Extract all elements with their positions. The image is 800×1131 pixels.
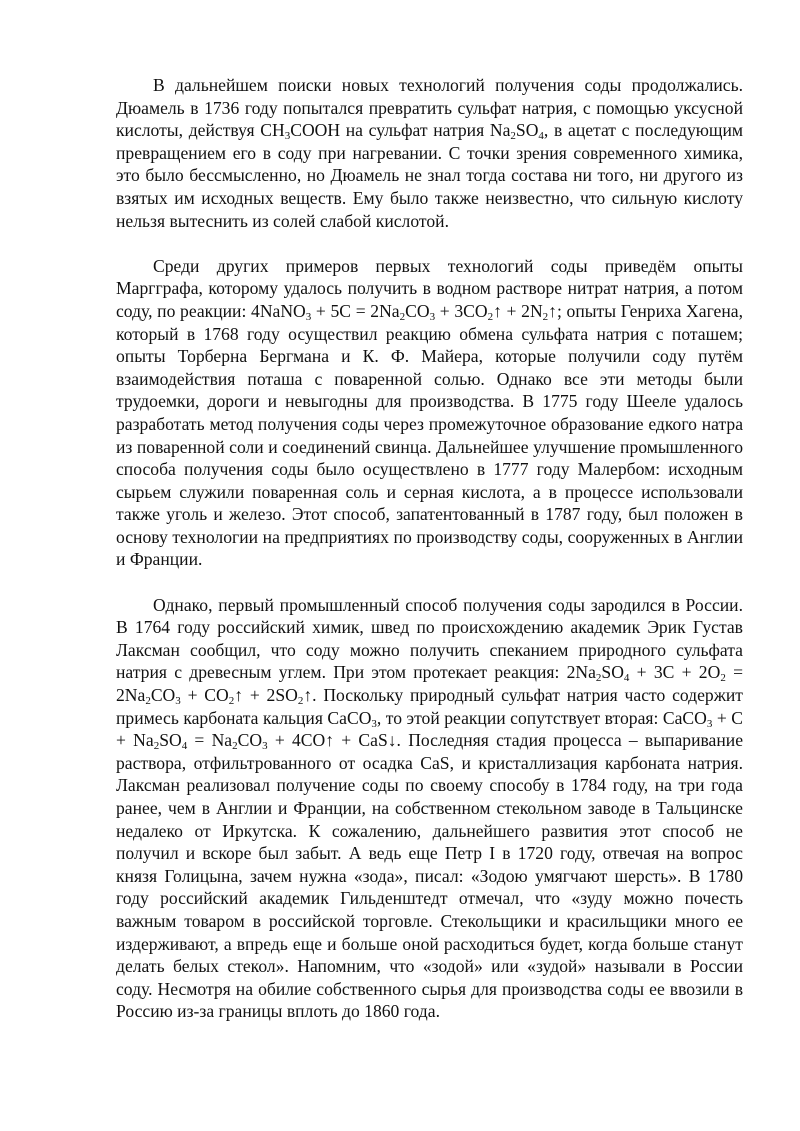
text-run: + 3CO <box>435 300 488 321</box>
subscript-index: 3 <box>262 740 268 753</box>
paragraph-laxmann-russia <box>116 594 743 1023</box>
subscript-index: 4 <box>623 672 630 685</box>
subscript-index: 3 <box>371 717 377 730</box>
paragraph-early-technologies <box>116 255 743 571</box>
text-run: SO <box>601 662 624 683</box>
text-run: CO <box>237 730 263 751</box>
text-run: ↑ + 2SO <box>234 685 298 706</box>
subscript-index: 2 <box>720 672 726 685</box>
text-run: + C + Na <box>116 707 744 751</box>
text-run: , в ацетат с последующим превращением его в соду при нагревании. С точки зрения современного химика, это было бессмысленно, но Дюамель не знал тогда состава ни того, ни другого из взятых им исходных веществ. Ему было также неизвестно, что сильную кислоту нельзя вытеснить из солей слабой кислотой. <box>116 120 743 231</box>
text-run: + 3C + 2O <box>629 662 721 683</box>
text-run: CO <box>150 685 176 706</box>
document-page <box>116 74 743 1046</box>
text-run: В дальнейшем поиски новых технологий получения соды продолжались. Дюамель в 1736 году попытался превратить сульфат натрия, с помощью уксусной кислоты, действуя CH <box>116 75 743 141</box>
text-run: SO <box>159 730 182 751</box>
text-run: Среди других примеров первых технологий соды приведём опыты Маргграфа, которому удалось получить в водном растворе нитрат натрия, а потом соду, по реакции: 4NaNO <box>116 255 743 321</box>
text-run: + 5C = 2Na <box>311 300 400 321</box>
subscript-index: 2 <box>595 672 602 685</box>
text-run: CO <box>405 300 430 321</box>
text-run: + 4CO↑ + CaS↓. Последняя стадия процесса – выпаривание раствора, отфильтрованного от осадка CaS, и кристаллизация карбоната натрия. Лаксман реализовал получение соды по своему способу в 1784 году, на три года ранее, чем в Англии и Франции, на собственном стекольном заводе в Тальцинске недалеко от Иркутска. К сожалению, дальнейшего развития этот способ не получил и вскоре был забыт. А ведь еще Петр I в 1720 году, отвечая на вопрос князя Голицына, зачем нужна «зода», писал: «Зодою умягчают шерсть». В 1780 году российский академик Гильденштедт отмечал, что «зуду можно почесть важным товаром в российской торговле. Стекольщики и красильщики много ее издерживают, а впредь еще и больше оной расходиться будет, когда больше станут делать белых стекол». Напомним, что «зодой» или «зудой» называли в России соду. Несмотря на обилие собственного сырья для производства соды ее ввозили в Россию из-за границы вплоть до 1860 года. <box>116 730 744 1022</box>
subscript-index: 2 <box>153 740 160 753</box>
text-run: = Na <box>187 730 233 751</box>
text-run: ↑ + 2N <box>493 300 543 321</box>
subscript-index: 2 <box>297 695 304 708</box>
text-run: + CO <box>180 685 229 706</box>
subscript-index: 3 <box>284 130 291 143</box>
paragraph-duhamel <box>116 74 743 232</box>
text-run: ↑. Поскольку природный сульфат натрия часто содержит примесь карбоната кальция CaCO <box>116 685 743 728</box>
text-run: Однако, первый промышленный способ получения соды зародился в России. В 1764 году российский химик, швед по происхождению академик Эрик Густав Лаксман сообщил, что соду можно получить спеканием природного сульфата натрия с древесным углем. При этом протекает реакция: 2Na <box>116 594 743 683</box>
subscript-index: 2 <box>510 130 516 143</box>
subscript-index: 2 <box>145 695 151 708</box>
subscript-index: 3 <box>175 695 181 708</box>
text-run: SO <box>515 120 539 141</box>
subscript-index: 2 <box>228 695 235 708</box>
subscript-index: 2 <box>399 310 406 323</box>
text-run: ↑; опыты Генриха Хагена, который в 1768 году осуществил реакцию обмена сульфата натрия с поташем; опыты Торберна Бергмана и К. Ф. Майера, которые получили соду путём взаимодействия поташа с поваренной солью. Однако все эти методы были трудоемки, дороги и невыгодны для производства. В 1775 году Шееле удалось разработать метод получения соды через промежуточное образование едкого натра из поваренной соли и соединений свинца. Дальнейшее улучшение промышленного способа получения соды было осуществлено в 1777 году Малербом: исходным сырьем служили поваренная соль и серная кислота, а в процессе использовали также уголь и железо. Этот способ, запатентованный в 1787 году, был положен в основу технологии на предприятиях по производству соды, сооруженных в Англии и Франции. <box>116 300 743 570</box>
subscript-index: 3 <box>429 310 436 323</box>
text-run: COOH на сульфат натрия Na <box>290 120 511 141</box>
subscript-index: 2 <box>542 310 549 323</box>
text-run: , то этой реакции сопутствует вторая: CaCO <box>376 707 707 728</box>
subscript-index: 2 <box>487 310 494 323</box>
subscript-index: 3 <box>706 717 713 730</box>
text-run: = 2Na <box>116 662 743 706</box>
subscript-index: 3 <box>305 310 312 323</box>
subscript-index: 4 <box>538 130 544 143</box>
subscript-index: 4 <box>181 740 188 753</box>
subscript-index: 2 <box>232 740 238 753</box>
